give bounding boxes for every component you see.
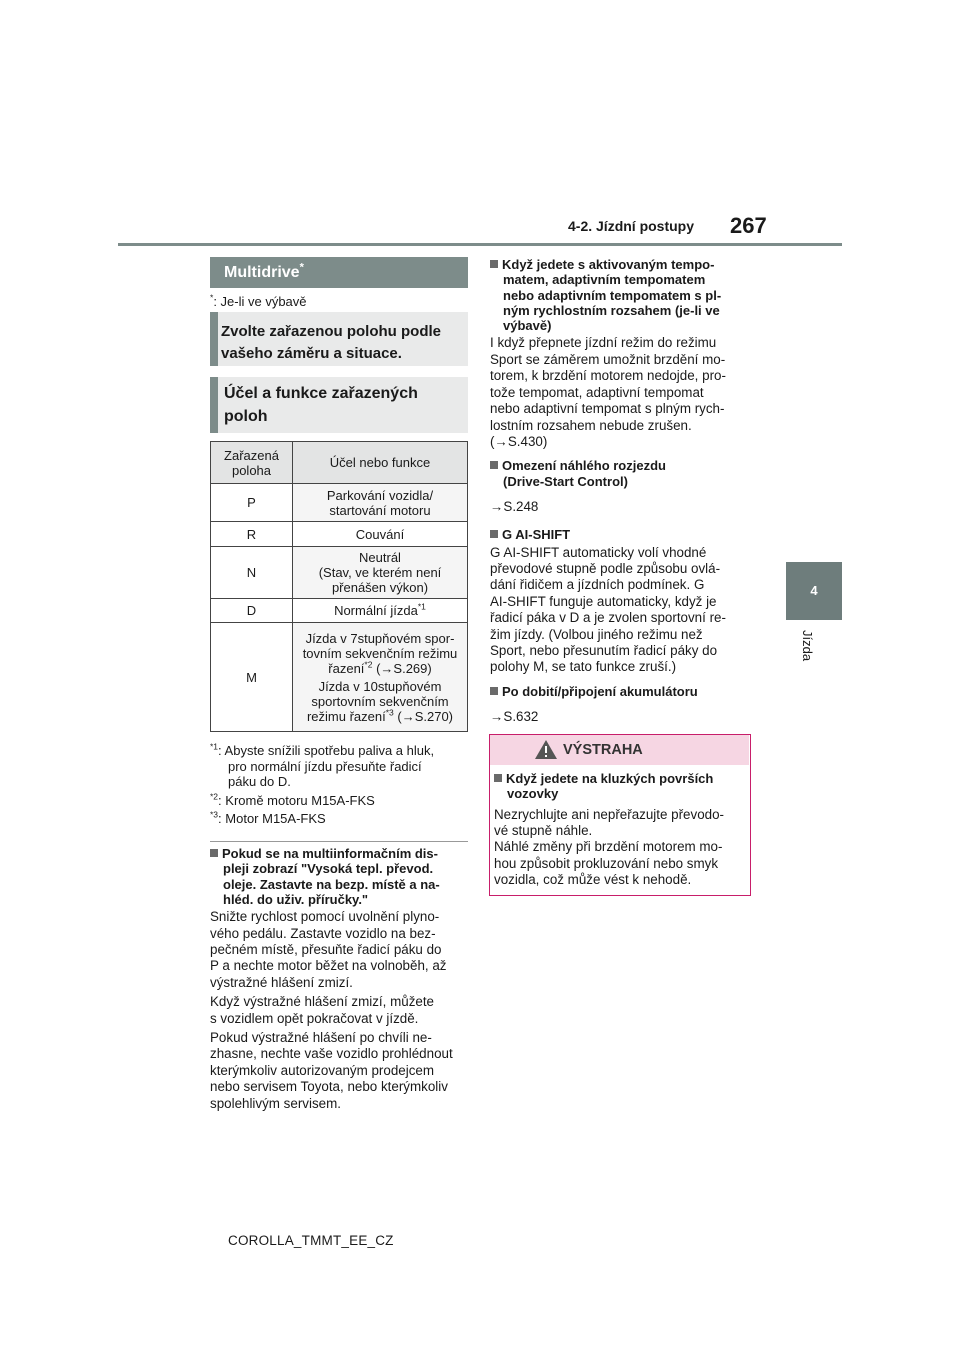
para-line: torem, k brzdění motorem nedojde, pro- [490, 368, 726, 384]
cell-line: Jízda v 7stupňovém spor- [305, 630, 455, 646]
right-column [490, 257, 752, 726]
cell-line: Jízda v 10stupňovém [318, 678, 442, 694]
para-line: Nezrychlujte ani nepřeřazujte převodo- [494, 806, 724, 822]
para-line: Pokud výstražné hlášení po chvíli ne- [210, 1030, 432, 1046]
shift-position-table [210, 441, 468, 732]
heading-line: Omezení náhlého rozjezdu [502, 458, 666, 474]
heading-line: Pokud se na multiinformačním dis- [222, 846, 438, 861]
section-title: 4-2. Jízdní postupy [568, 218, 695, 234]
row-function [293, 547, 468, 599]
para-line: s vozidlem opět pokračovat v jízdě. [210, 1010, 419, 1026]
footnote-mark: *1 [210, 741, 219, 752]
heading-bullet-icon [490, 461, 498, 469]
heading-line: oleje. Zastavte na bezp. místě a na- [223, 876, 440, 892]
para-line: převodové stupně podle způsobu ovlá- [490, 561, 721, 577]
heading-bullet-icon [490, 260, 498, 268]
footnote-mark: *2 [210, 791, 219, 802]
temperature-note [210, 846, 472, 1112]
para-line: Sport se záměrem umožnit brzdění mo- [490, 351, 726, 367]
para-line: nebo adaptivní tempomat s plným rych- [490, 401, 725, 417]
para-line: G AI-SHIFT automaticky volí vhodné [490, 544, 707, 560]
instruction-line-1: Zvolte zařazenou polohu podle [221, 323, 442, 340]
cell-line: Parkování vozidla/ [326, 487, 434, 503]
heading-line: Když jedete s aktivovaným tempo- [502, 257, 715, 272]
footnote-line: : Motor M15A-FKS [218, 811, 326, 826]
row-position: P [211, 484, 293, 522]
footnote [210, 811, 470, 827]
para-line: lostním rozsahem nebude zrušen. [490, 417, 692, 433]
row-position: N [211, 547, 293, 599]
cell-line [297, 709, 463, 724]
para-line: Když výstražné hlášení zmizí, můžete [210, 994, 435, 1010]
table-row [211, 547, 468, 599]
cell-line: Neutrál [359, 550, 401, 565]
para-line: hou způsobit prokluzování nebo smyk [494, 855, 719, 871]
cruise-paragraph [490, 335, 752, 450]
page-ref: (→S.270) [393, 708, 454, 724]
battery-heading [490, 684, 752, 699]
cell-line: tovním sekvenčním režimu [302, 645, 458, 661]
ai-shift-paragraph [490, 545, 752, 676]
table-row [211, 522, 468, 547]
table-header-position [211, 442, 293, 484]
heading-line: hléd. do uživ. příručky." [223, 891, 369, 907]
heading-bullet-icon [494, 774, 502, 782]
table-header-function [293, 442, 468, 484]
heading-bullet-icon [490, 687, 498, 695]
cell-line: přenášen výkon) [331, 580, 429, 595]
table-row [211, 623, 468, 732]
document-code: COROLLA_TMMT_EE_CZ [228, 1233, 394, 1248]
ai-shift-heading [490, 527, 752, 542]
para-line: dání řidičem a jízdních podmínek. G [490, 577, 705, 593]
multidrive-band [210, 257, 468, 288]
cell-line: (Stav, ve kterém není [318, 565, 442, 580]
footnotes [210, 743, 470, 827]
cell-text: režimu řazení [306, 708, 386, 724]
footnote-line: : Kromě motoru M15A-FKS [218, 792, 375, 808]
row-function [293, 599, 468, 623]
cruise-heading [490, 257, 752, 333]
warning-triangle-icon [534, 739, 558, 760]
page-number: 267 [730, 213, 767, 238]
para-line: spolehlivým servisem. [210, 1095, 341, 1111]
note-heading [210, 846, 472, 907]
heading-line: ným rychlostním rozsahem (je-li ve [503, 302, 720, 318]
para-line: Snižte rychlost pomocí uvolnění plyno- [210, 909, 440, 925]
instruction-box [210, 312, 468, 366]
footnote [210, 743, 470, 790]
para-line: tože tempomat, adaptivní tempomat [490, 384, 704, 400]
para-line: Náhlé změny při brzdění motorem mo- [494, 839, 723, 855]
warning-content [494, 771, 748, 889]
page-ref: →S.632 [490, 709, 539, 725]
chapter-label: Jízda [800, 630, 815, 662]
availability-note [210, 294, 307, 310]
purpose-line-1: Účel a funkce zařazených [224, 385, 418, 402]
cell-line: startování motoru [329, 502, 431, 518]
availability-text: : Je-li ve výbavě [213, 294, 307, 309]
note-paragraph [210, 1030, 472, 1112]
heading-line: výbavě) [503, 318, 552, 334]
cell-line [297, 661, 463, 676]
para-line: nebo servisem Toyota, nebo kterýmkoliv [210, 1079, 448, 1095]
para-line: AI-SHIFT funguje automaticky, když je [490, 593, 717, 609]
heading-bullet-icon [210, 849, 218, 857]
para-line: vého pedálu. Zastavte vozidlo na bez- [210, 925, 436, 941]
band-star: * [299, 261, 304, 274]
chapter-tab: 4 [786, 562, 842, 620]
para-line: polohy M, se tato funkce zruší.) [490, 659, 677, 675]
footnote-line: pro normální jízdu přesuňte řadicí [228, 758, 422, 774]
note-paragraph [210, 994, 472, 1027]
heading-line: Když jedete na kluzkých površích [506, 771, 714, 786]
separator [210, 841, 468, 842]
heading-line: pleji zobrazí "Vysoká tepl. převod. [223, 861, 434, 877]
para-line: výstražné hlášení zmizí. [210, 974, 353, 990]
cell-line: sportovním sekvenčním [311, 693, 449, 709]
para-line: P a nechte motor běžet na volnoběh, až [210, 958, 447, 974]
heading-bullet-icon [490, 530, 498, 538]
para-line: (→S.430) [490, 433, 548, 449]
footnote-ref: *1 [417, 601, 426, 612]
table-row [211, 484, 468, 522]
page-ref: (→S.269) [372, 660, 432, 676]
heading-line: matem, adaptivním tempomatem [503, 272, 706, 288]
band-title: Multidrive [224, 264, 300, 281]
warning-title: VÝSTRAHA [563, 742, 643, 758]
drive-start-heading [490, 458, 752, 489]
heading-line: Po dobití/připojení akumulátoru [502, 683, 698, 699]
header-text: Účel nebo funkce [329, 455, 431, 470]
para-line: zhasne, nechte vaše vozidlo prohlédnout [210, 1046, 453, 1062]
para-line: I když přepnete jízdní režim do režimu [490, 335, 717, 351]
warning-header [490, 735, 749, 765]
footnote-ref: *3 [385, 707, 394, 718]
footnote [210, 793, 470, 809]
warning-paragraph [494, 807, 748, 889]
para-line: žim jízdy. (Volbou jiného režimu než [490, 626, 703, 642]
row-function [293, 623, 468, 732]
page-ref: →S.248 [490, 498, 539, 514]
header-text: poloha [231, 462, 272, 478]
row-position: D [211, 599, 293, 623]
para-line: řadicí páka v D a je zvolen sportovní re- [490, 610, 726, 626]
header-rule [118, 243, 842, 246]
para-line: vé stupně náhle. [494, 823, 593, 838]
heading-line: (Drive-Start Control) [503, 473, 628, 489]
cell-text: řazení [328, 660, 365, 676]
para-line: Sport, nebo přesunutím řadicí páky do [490, 643, 718, 659]
warning-heading [494, 771, 748, 802]
note-paragraph [210, 909, 472, 991]
purpose-line-2: poloh [224, 408, 268, 425]
cell-line: Normální jízda [334, 603, 418, 618]
heading-line: nebo adaptivním tempomatem s pl- [503, 287, 722, 303]
footnote-line: : Abyste snížili spotřebu paliva a hluk, [218, 743, 435, 758]
para-line: pečném místě, přesuňte řadicí páku do [210, 942, 442, 957]
instruction-line-2: vašeho záměru a situace. [221, 345, 402, 362]
table-row [211, 599, 468, 623]
heading-line: vozovky [507, 786, 559, 802]
footnote-ref: *2 [364, 659, 373, 670]
para-line: vozidla, což může vést k nehodě. [494, 872, 692, 888]
purpose-heading-box [210, 377, 468, 433]
row-position: R [211, 522, 293, 547]
availability-star: * [210, 292, 214, 303]
header-text: Zařazená [224, 447, 279, 463]
row-function [293, 484, 468, 522]
row-function: Couvání [293, 522, 468, 547]
row-position: M [211, 623, 293, 732]
heading-line: G AI-SHIFT [502, 527, 571, 543]
footnote-line: páku do D. [228, 774, 291, 789]
para-line: kterýmkoliv autorizovaným prodejcem [210, 1062, 434, 1078]
footnote-mark: *3 [210, 809, 219, 820]
